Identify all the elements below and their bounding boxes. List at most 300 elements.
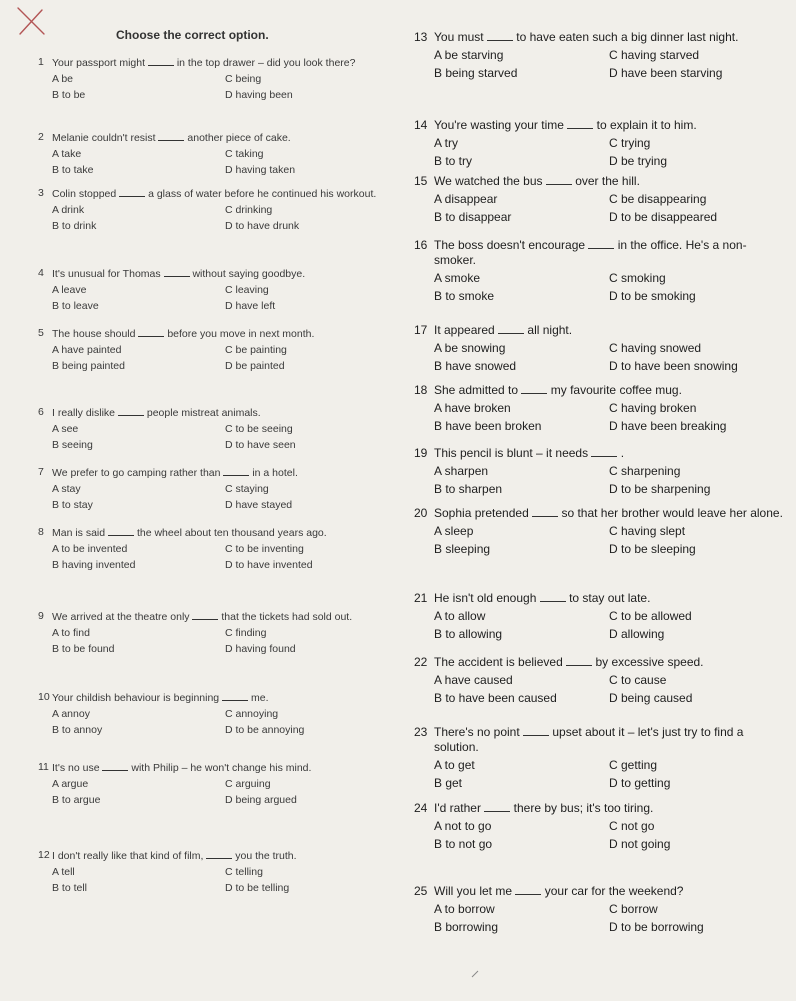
answer-option[interactable]: B being starved <box>434 66 518 80</box>
question-text <box>434 174 784 189</box>
question-text-after-blank: to have eaten such a big dinner last night. <box>516 30 739 44</box>
question-23 <box>414 725 784 791</box>
question-number: 18 <box>414 383 428 397</box>
question-text <box>52 761 398 775</box>
answer-blank[interactable] <box>206 849 232 859</box>
answer-options <box>52 543 398 572</box>
question-number: 6 <box>38 406 44 418</box>
question-stem <box>38 406 398 420</box>
question-text-before-blank: There's no point <box>434 725 520 739</box>
question-stem <box>38 327 398 341</box>
question-text-before-blank: Man is said <box>52 527 106 539</box>
answer-options <box>434 902 784 935</box>
question-stem <box>414 383 784 398</box>
question-number: 7 <box>38 466 44 478</box>
question-text <box>52 610 398 624</box>
answer-options <box>52 284 398 313</box>
answer-option[interactable]: D to have been snowing <box>609 359 738 373</box>
question-text-before-blank: Your childish behaviour is beginning <box>52 692 220 704</box>
answer-option[interactable]: B to tell <box>52 882 88 895</box>
question-4 <box>38 267 398 313</box>
question-text-after-blank: by excessive speed. <box>595 655 704 669</box>
question-text <box>434 725 784 755</box>
question-text-after-blank: in the top drawer – did you look there? <box>176 57 356 69</box>
answer-option[interactable]: C having slept <box>609 524 686 538</box>
answer-options <box>52 627 398 656</box>
question-number: 12 <box>38 849 50 861</box>
answer-option[interactable]: D allowing <box>609 627 665 641</box>
question-text-after-blank: you the truth. <box>235 850 297 862</box>
question-stem <box>38 187 398 201</box>
question-text-before-blank: He isn't old enough <box>434 591 537 605</box>
answer-option[interactable]: A try <box>434 136 459 150</box>
question-text-before-blank: The house should <box>52 328 136 340</box>
question-text <box>434 591 784 606</box>
answer-blank[interactable] <box>498 324 524 334</box>
answer-blank[interactable] <box>484 802 510 812</box>
question-text <box>52 267 398 281</box>
question-text-after-blank: without saying goodbye. <box>192 268 306 280</box>
question-text-before-blank: We prefer to go camping rather than <box>52 467 221 479</box>
question-text <box>52 406 398 420</box>
question-25 <box>414 884 784 935</box>
answer-blank[interactable] <box>521 384 547 394</box>
question-text <box>434 238 784 268</box>
answer-blank[interactable] <box>540 592 566 602</box>
question-11 <box>38 761 398 807</box>
question-number: 4 <box>38 267 44 279</box>
question-text-before-blank: You must <box>434 30 484 44</box>
question-text-after-blank: my favourite coffee mug. <box>550 383 682 397</box>
answer-blank[interactable] <box>515 885 541 895</box>
question-number: 1 <box>38 56 44 68</box>
answer-option[interactable]: A be snowing <box>434 341 506 355</box>
answer-option[interactable]: C to cause <box>609 673 667 687</box>
question-text-before-blank: This pencil is blunt – it needs <box>434 446 589 460</box>
answer-option[interactable]: B having invented <box>52 559 136 572</box>
answer-option[interactable]: C having broken <box>609 401 697 415</box>
question-text-after-blank: your car for the weekend? <box>544 884 684 898</box>
question-number: 14 <box>414 118 428 132</box>
question-7 <box>38 466 398 512</box>
question-number: 9 <box>38 610 44 622</box>
question-text <box>52 187 398 201</box>
question-text-before-blank: She admitted to <box>434 383 519 397</box>
question-stem <box>414 884 784 899</box>
pencil-mark <box>470 968 482 980</box>
question-number: 20 <box>414 506 428 520</box>
question-stem <box>414 446 784 461</box>
question-3 <box>38 187 398 233</box>
answer-option[interactable]: A to borrow <box>434 902 495 916</box>
answer-option[interactable]: A annoy <box>52 708 90 721</box>
answer-option[interactable]: D to be telling <box>225 882 290 895</box>
answer-options <box>434 136 784 169</box>
answer-blank[interactable] <box>118 406 144 416</box>
question-stem <box>38 56 398 70</box>
answer-option[interactable]: A have painted <box>52 344 122 357</box>
answer-option[interactable]: C taking <box>225 148 264 161</box>
answer-option[interactable]: A drink <box>52 204 85 217</box>
question-20 <box>414 506 784 557</box>
answer-option[interactable]: C having starved <box>609 48 700 62</box>
answer-option[interactable]: A disappear <box>434 192 498 206</box>
answer-option[interactable]: B borrowing <box>434 920 499 934</box>
question-number: 25 <box>414 884 428 898</box>
question-text-after-blank: over the hill. <box>575 174 640 188</box>
answer-option[interactable]: B sleeping <box>434 542 491 556</box>
question-text-before-blank: It's unusual for Thomas <box>52 268 161 280</box>
question-text <box>434 30 784 45</box>
answer-options <box>434 819 784 852</box>
question-14 <box>414 118 784 169</box>
question-number: 10 <box>38 691 50 703</box>
answer-option[interactable]: C to be seeing <box>225 423 293 436</box>
question-text <box>434 323 784 338</box>
answer-option[interactable]: A smoke <box>434 271 481 285</box>
question-text-after-blank: another piece of cake. <box>187 132 291 144</box>
question-text-after-blank: in a hotel. <box>252 467 298 479</box>
answer-blank[interactable] <box>222 691 248 701</box>
answer-option[interactable]: A to be invented <box>52 543 128 556</box>
question-stem <box>38 691 398 705</box>
answer-option[interactable]: C arguing <box>225 778 271 791</box>
question-13 <box>414 30 784 81</box>
answer-blank[interactable] <box>119 187 145 197</box>
question-text-before-blank: Colin stopped <box>52 188 117 200</box>
answer-option[interactable]: D have stayed <box>225 499 293 512</box>
answer-option[interactable]: A be starving <box>434 48 504 62</box>
answer-option[interactable]: C smoking <box>609 271 666 285</box>
question-24 <box>414 801 784 852</box>
question-text <box>52 849 398 863</box>
answer-options <box>434 464 784 497</box>
answer-option[interactable]: B get <box>434 776 463 790</box>
question-text-before-blank: Melanie couldn't resist <box>52 132 156 144</box>
question-15 <box>414 174 784 225</box>
question-text-after-blank: the wheel about ten thousand years ago. <box>136 527 327 539</box>
question-text-before-blank: It's no use <box>52 762 100 774</box>
question-number: 11 <box>38 761 49 773</box>
question-1 <box>38 56 398 102</box>
question-number: 19 <box>414 446 428 460</box>
question-stem <box>414 506 784 521</box>
answer-blank[interactable] <box>588 239 614 249</box>
question-text-after-blank: there by bus; it's too tiring. <box>513 801 654 815</box>
question-text <box>434 884 784 899</box>
answer-option[interactable]: C trying <box>609 136 651 150</box>
question-2 <box>38 131 398 177</box>
answer-option[interactable]: D be trying <box>609 154 668 168</box>
answer-option[interactable]: A take <box>52 148 82 161</box>
answer-blank[interactable] <box>102 761 128 771</box>
answer-blank[interactable] <box>192 610 218 620</box>
answer-blank[interactable] <box>164 267 190 277</box>
question-text-before-blank: We watched the bus <box>434 174 543 188</box>
question-text <box>52 466 398 480</box>
answer-option[interactable]: D to be smoking <box>609 289 696 303</box>
answer-option[interactable]: B seeing <box>52 439 93 452</box>
answer-options <box>434 401 784 434</box>
answer-options <box>52 708 398 737</box>
question-8 <box>38 526 398 572</box>
question-number: 16 <box>414 238 428 252</box>
answer-option[interactable]: A argue <box>52 778 89 791</box>
answer-options <box>52 204 398 233</box>
question-18 <box>414 383 784 434</box>
answer-options <box>434 609 784 642</box>
question-text-before-blank: Your passport might <box>52 57 145 69</box>
answer-option[interactable]: A tell <box>52 866 75 879</box>
answer-option[interactable]: B to not go <box>434 837 493 851</box>
answer-option[interactable]: B to sharpen <box>434 482 503 496</box>
answer-option[interactable]: D to be sharpening <box>609 482 711 496</box>
question-text-after-blank: so that her brother would leave her alone. <box>561 506 783 520</box>
answer-option[interactable]: C be painting <box>225 344 287 357</box>
answer-option[interactable]: A stay <box>52 483 81 496</box>
answer-blank[interactable] <box>487 31 513 41</box>
question-text-after-blank: with Philip – he won't change his mind. <box>131 762 312 774</box>
answer-options <box>52 148 398 177</box>
answer-options <box>434 192 784 225</box>
question-number: 13 <box>414 30 428 44</box>
question-text-after-blank: people mistreat animals. <box>146 407 261 419</box>
question-6 <box>38 406 398 452</box>
answer-option[interactable]: A to find <box>52 627 90 640</box>
question-21 <box>414 591 784 642</box>
answer-option[interactable]: B have snowed <box>434 359 517 373</box>
handwritten-x-mark <box>14 4 48 38</box>
question-number: 23 <box>414 725 428 739</box>
question-text <box>434 801 784 816</box>
question-stem <box>414 801 784 816</box>
question-text-before-blank: The boss doesn't encourage <box>434 238 586 252</box>
answer-option[interactable]: D not going <box>609 837 671 851</box>
answer-option[interactable]: B have been broken <box>434 419 542 433</box>
question-number: 3 <box>38 187 44 199</box>
answer-option[interactable]: C be disappearing <box>609 192 707 206</box>
answer-options <box>52 344 398 373</box>
answer-option[interactable]: C being <box>225 73 262 86</box>
answer-option[interactable]: D to be sleeping <box>609 542 696 556</box>
answer-option[interactable]: D have been breaking <box>609 419 727 433</box>
question-text-before-blank: I'd rather <box>434 801 481 815</box>
question-text-after-blank: to explain it to him. <box>596 118 697 132</box>
answer-option[interactable]: C finding <box>225 627 267 640</box>
question-text <box>52 56 398 70</box>
answer-option[interactable]: A have caused <box>434 673 513 687</box>
answer-option[interactable]: C sharpening <box>609 464 681 478</box>
answer-options <box>434 758 784 791</box>
answer-blank[interactable] <box>138 327 164 337</box>
question-text <box>434 506 784 521</box>
answer-options <box>434 673 784 706</box>
answer-option[interactable]: C leaving <box>225 284 269 297</box>
question-stem <box>38 610 398 624</box>
question-text-after-blank: me. <box>251 692 269 704</box>
answer-option[interactable]: C telling <box>225 866 263 879</box>
answer-options <box>434 271 784 304</box>
question-stem <box>414 655 784 670</box>
question-text <box>52 691 398 705</box>
question-text-before-blank: You're wasting your time <box>434 118 564 132</box>
answer-option[interactable]: B to drink <box>52 220 97 233</box>
question-text-after-blank: . <box>620 446 625 460</box>
answer-option[interactable]: C annoying <box>225 708 279 721</box>
answer-blank[interactable] <box>223 466 249 476</box>
answer-option[interactable]: D being caused <box>609 691 693 705</box>
question-5 <box>38 327 398 373</box>
question-16 <box>414 238 784 304</box>
answer-options <box>434 48 784 81</box>
question-number: 22 <box>414 655 428 669</box>
question-text-before-blank: The accident is believed <box>434 655 563 669</box>
question-number: 2 <box>38 131 44 143</box>
question-text-before-blank: Sophia pretended <box>434 506 529 520</box>
answer-option[interactable]: B to allowing <box>434 627 503 641</box>
answer-options <box>52 73 398 102</box>
answer-option[interactable]: B to be found <box>52 643 115 656</box>
answer-option[interactable]: D to be annoying <box>225 724 305 737</box>
question-text-after-blank: before you move in next month. <box>167 328 315 340</box>
question-17 <box>414 323 784 374</box>
question-number: 15 <box>414 174 428 188</box>
answer-option[interactable]: D having been <box>225 89 293 102</box>
question-stem <box>414 238 784 268</box>
answer-option[interactable]: A be <box>52 73 74 86</box>
question-text-before-blank: I don't really like that kind of film, <box>52 850 204 862</box>
answer-option[interactable]: B to disappear <box>434 210 512 224</box>
answer-option[interactable]: D be painted <box>225 360 285 373</box>
question-stem <box>414 323 784 338</box>
question-text <box>434 446 784 461</box>
question-12 <box>38 849 398 895</box>
answer-option[interactable]: D being argued <box>225 794 297 807</box>
question-text <box>434 655 784 670</box>
question-text <box>52 526 398 540</box>
answer-option[interactable]: B being painted <box>52 360 125 373</box>
answer-option[interactable]: A have broken <box>434 401 511 415</box>
question-text-before-blank: Will you let me <box>434 884 513 898</box>
answer-option[interactable]: D to be borrowing <box>609 920 704 934</box>
answer-blank[interactable] <box>108 526 134 536</box>
answer-option[interactable]: D to getting <box>609 776 671 790</box>
answer-option[interactable]: C staying <box>225 483 269 496</box>
question-stem <box>38 131 398 145</box>
answer-option[interactable]: B to stay <box>52 499 93 512</box>
answer-option[interactable]: A sleep <box>434 524 474 538</box>
answer-option[interactable]: C to be allowed <box>609 609 692 623</box>
answer-option[interactable]: C borrow <box>609 902 658 916</box>
question-text-after-blank: all night. <box>527 323 573 337</box>
answer-blank[interactable] <box>567 119 593 129</box>
question-text <box>434 383 784 398</box>
answer-option[interactable]: A to get <box>434 758 475 772</box>
answer-blank[interactable] <box>523 726 549 736</box>
question-stem <box>414 118 784 133</box>
question-text-before-blank: It appeared <box>434 323 495 337</box>
answer-option[interactable]: D to have seen <box>225 439 296 452</box>
answer-option[interactable]: C having snowed <box>609 341 702 355</box>
answer-blank[interactable] <box>532 507 558 517</box>
answer-option[interactable]: C getting <box>609 758 658 772</box>
answer-option[interactable]: D having found <box>225 643 296 656</box>
answer-options <box>52 866 398 895</box>
answer-option[interactable]: D have left <box>225 300 276 313</box>
question-stem <box>414 591 784 606</box>
answer-option[interactable]: B to have been caused <box>434 691 557 705</box>
question-text <box>52 131 398 145</box>
question-stem <box>38 267 398 281</box>
question-number: 24 <box>414 801 428 815</box>
answer-options <box>52 423 398 452</box>
question-text-after-blank: a glass of water before he continued his workout. <box>148 188 377 200</box>
answer-option[interactable]: D have been starving <box>609 66 723 80</box>
answer-option[interactable]: D to have drunk <box>225 220 300 233</box>
answer-option[interactable]: A sharpen <box>434 464 489 478</box>
answer-options <box>52 778 398 807</box>
answer-option[interactable]: D having taken <box>225 164 296 177</box>
answer-blank[interactable] <box>591 447 617 457</box>
answer-options <box>434 341 784 374</box>
answer-option[interactable]: D to have invented <box>225 559 313 572</box>
question-number: 21 <box>414 591 428 605</box>
question-number: 17 <box>414 323 428 337</box>
question-number: 8 <box>38 526 44 538</box>
answer-option[interactable]: A not to go <box>434 819 492 833</box>
answer-blank[interactable] <box>566 656 592 666</box>
answer-option[interactable]: B to argue <box>52 794 101 807</box>
question-text-after-blank: that the tickets had sold out. <box>221 611 353 623</box>
question-19 <box>414 446 784 497</box>
answer-blank[interactable] <box>546 175 572 185</box>
question-text-after-blank: in the office. He's a non-smoker. <box>434 238 747 267</box>
question-stem <box>38 526 398 540</box>
answer-option[interactable]: B to take <box>52 164 94 177</box>
question-stem <box>38 761 398 775</box>
answer-option[interactable]: C to be inventing <box>225 543 304 556</box>
answer-option[interactable]: C drinking <box>225 204 273 217</box>
answer-options <box>52 483 398 512</box>
question-stem <box>414 725 784 755</box>
answer-blank[interactable] <box>158 131 184 141</box>
question-text-before-blank: We arrived at the theatre only <box>52 611 190 623</box>
answer-option[interactable]: C not go <box>609 819 655 833</box>
answer-option[interactable]: B to smoke <box>434 289 495 303</box>
answer-blank[interactable] <box>148 56 174 66</box>
question-text-after-blank: to stay out late. <box>569 591 651 605</box>
question-number: 5 <box>38 327 44 339</box>
question-text <box>52 327 398 341</box>
question-text <box>434 118 784 133</box>
answer-option[interactable]: B to leave <box>52 300 99 313</box>
question-text-after-blank: upset about it – let's just try to find a solution. <box>434 725 744 754</box>
answer-option[interactable]: D to be disappeared <box>609 210 718 224</box>
answer-option[interactable]: A to allow <box>434 609 486 623</box>
answer-options <box>434 524 784 557</box>
answer-option[interactable]: A leave <box>52 284 87 297</box>
answer-option[interactable]: B to annoy <box>52 724 103 737</box>
answer-option[interactable]: A see <box>52 423 79 436</box>
instructions-heading: Choose the correct option. <box>116 28 269 42</box>
answer-option[interactable]: B to be <box>52 89 86 102</box>
question-22 <box>414 655 784 706</box>
question-stem <box>414 30 784 45</box>
question-10 <box>38 691 398 737</box>
answer-option[interactable]: B to try <box>434 154 473 168</box>
question-stem <box>38 466 398 480</box>
question-9 <box>38 610 398 656</box>
